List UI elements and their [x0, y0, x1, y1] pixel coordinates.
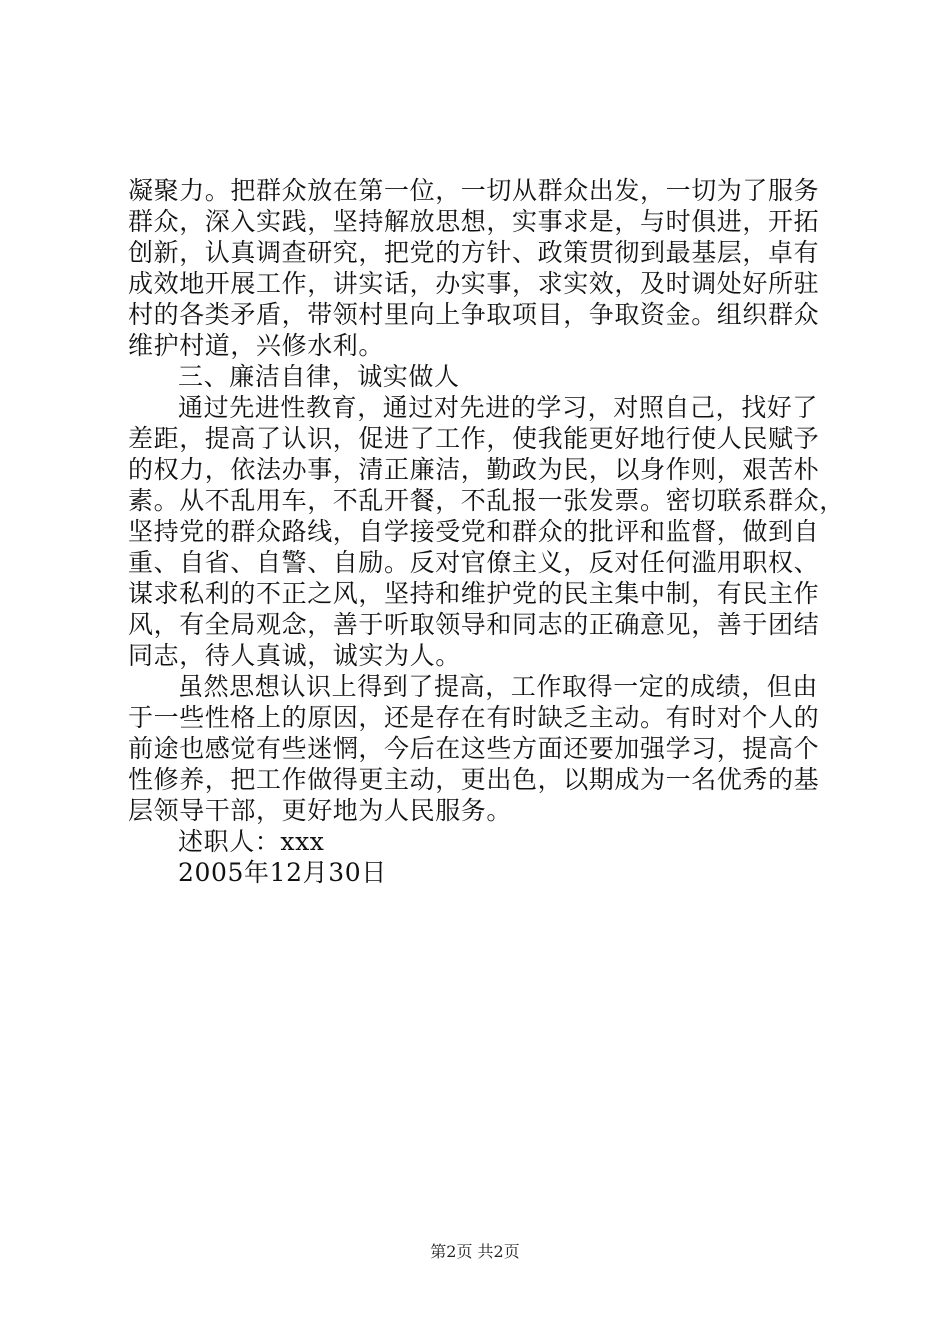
body-line: 性修养，把工作做得更主动，更出色，以期成为一名优秀的基 [128, 765, 820, 794]
body-line: 维护村道，兴修水利。 [128, 331, 385, 360]
body-line: 坚持党的群众路线，自学接受党和群众的批评和监督，做到自 [128, 517, 820, 546]
signature-date: 2005年12月30日 [178, 858, 387, 887]
body-line: 虽然思想认识上得到了提高，工作取得一定的成绩，但由 [178, 672, 819, 701]
body-line: 重、自省、自警、自励。反对官僚主义，反对任何滥用职权、 [128, 548, 820, 577]
signature-name: 述职人：xxx [178, 827, 325, 856]
body-line: 成效地开展工作，讲实话，办实事，求实效，及时调处好所驻 [128, 269, 820, 298]
body-line: 风，有全局观念，善于听取领导和同志的正确意见，善于团结 [128, 610, 820, 639]
body-line: 差距，提高了认识，促进了工作，使我能更好地行使人民赋予 [128, 424, 820, 453]
body-line: 创新，认真调查研究，把党的方针、政策贯彻到最基层，卓有 [128, 238, 820, 267]
page-footer: 第2页 共2页 [430, 1242, 520, 1261]
body-line: 通过先进性教育，通过对先进的学习，对照自己，找好了 [178, 393, 819, 422]
body-line: 于一些性格上的原因，还是存在有时缺乏主动。有时对个人的 [128, 703, 820, 732]
body-line: 群众，深入实践，坚持解放思想，实事求是，与时俱进，开拓 [128, 207, 820, 236]
body-line: 素。从不乱用车，不乱开餐，不乱报一张发票。密切联系群众， [128, 486, 845, 515]
body-line: 谋求私利的不正之风，坚持和维护党的民主集中制，有民主作 [128, 579, 820, 608]
body-line: 层领导干部，更好地为人民服务。 [128, 796, 513, 825]
body-line: 的权力，依法办事，清正廉洁，勤政为民，以身作则，艰苦朴 [128, 455, 820, 484]
body-line: 村的各类矛盾，带领村里向上争取项目，争取资金。组织群众 [128, 300, 820, 329]
body-line: 同志，待人真诚，诚实为人。 [128, 641, 461, 670]
section-heading: 三、廉洁自律，诚实做人 [178, 362, 460, 391]
body-line: 凝聚力。把群众放在第一位，一切从群众出发，一切为了服务 [128, 176, 820, 205]
body-line: 前途也感觉有些迷惘，今后在这些方面还要加强学习，提高个 [128, 734, 820, 763]
